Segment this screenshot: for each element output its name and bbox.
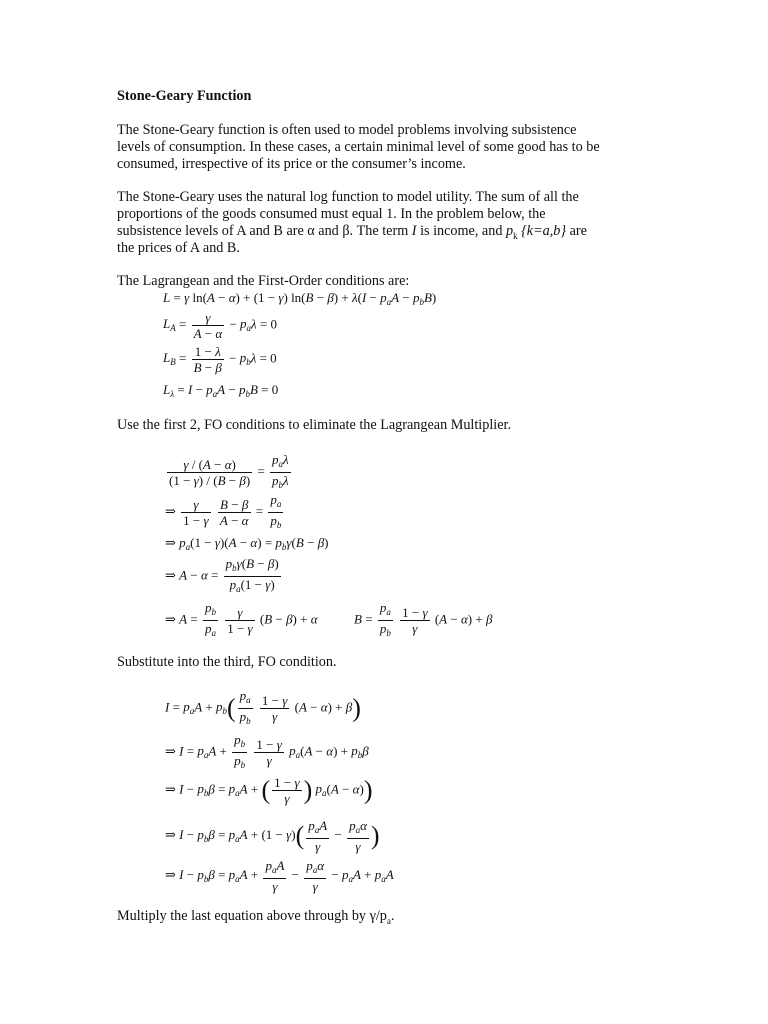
subst-eq4: ⇒ $I - p_b\beta = p_aA + (1 - \gamma)$( $\frac{p_aA}{\gamma}$ − $\frac{p_a\alpha}{\gamma}$ ) [165, 818, 380, 854]
para2-line1: The Stone-Geary uses the natural log function to model utility. The sum of all the [117, 189, 579, 205]
subst-eq5: ⇒ $I - p_b\beta = p_aA$ + $\frac{p_aA}{\gamma}$ − $\frac{p_a\alpha}{\gamma}$ − $p_aA + p_aA$ [165, 858, 394, 894]
foc-llambda: $L_\lambda = I - p_aA - p_bB = 0$ [163, 382, 279, 399]
para2-line3-text-c: are [566, 223, 587, 239]
para1-line1: The Stone-Geary function is often used to model problems involving subsistence [117, 122, 577, 138]
para6-end: . [390, 908, 395, 924]
foc-lb: $L_B$ = $\frac{1 - \lambda}{B - \beta}$ − $p_b\lambda = 0$ [163, 344, 277, 375]
elim-eq2: ⇒ $\frac{\gamma}{1 - \gamma}$ $\frac{B - \beta}{A - \alpha}$ = $\frac{p_a}{p_b}$ [165, 492, 282, 530]
lagrangean-equation: L = γ ln(A − α) + (1 − γ) $\ln(B - \beta) + \lambda(I - p_aA - p_bB)$ [163, 290, 437, 307]
para6-subscript: a [386, 915, 391, 926]
para3: The Lagrangean and the First-Order conditions are: [117, 273, 410, 289]
para2-line4: the prices of A and B. [117, 240, 240, 256]
para2-line2: proportions of the goods consumed must equal 1. In the problem below, the [117, 206, 546, 222]
para1-line3: consumed, irrespective of its price or the consumer’s income. [117, 156, 466, 172]
k-set: {k=a,b} [521, 223, 567, 239]
subst-eq3: ⇒ $I - p_b\beta = p_aA$ + ( $\frac{1 - \gamma}{\gamma}$ ) $p_a(A - \alpha)$) [165, 775, 373, 806]
para2-line3-text-b: is income, and [416, 223, 506, 239]
para1-line2: levels of consumption. In these cases, a certain minimal level of some good has to be [117, 139, 600, 155]
para4: Use the first 2, FO conditions to eliminate the Lagrangean Multiplier. [117, 417, 512, 433]
subst-eq2: ⇒ $I = p_aA$ + $\frac{p_b}{p_b}$ $\frac{1 - \gamma}{\gamma}$ $p_a(A - \alpha) + p_b\beta$ [165, 732, 369, 770]
foc-la: $L_A$ = $\frac{\gamma}{A - \alpha}$ − $p_a\lambda = 0$ [163, 310, 278, 341]
para6 [117, 908, 394, 930]
elim-eq4: ⇒ A − α = $\frac{p_b\gamma(B - \beta)}{p_a(1 - \gamma)}$ [165, 556, 279, 594]
elim-eq5: ⇒ A = $\frac{p_b}{p_a}$ $\frac{\gamma}{1 - \gamma}$ (B − β) + α B = $\frac{p_a}{p_b}$ $\frac{1 - \gamma}{\gamma}$ (A − α) + β [165, 600, 493, 638]
elim-eq1: $\frac{\gamma / (A - \alpha)}{(1 - \gamma) / (B - \beta)}$ = $\frac{p_a\lambda}{p_b\lambda}$ [169, 452, 289, 490]
price-symbol: p [505, 223, 514, 239]
elim-eq3: ⇒ $p_a(1 - \gamma)(A - \alpha) = p_b\gamma(B - \beta)$ [165, 535, 329, 552]
income-symbol: I [411, 223, 417, 239]
subst-eq1: $I = p_aA + p_b$( $\frac{p_a}{p_b}$ $\frac{1 - \gamma}{\gamma}$ (A − α) + β) [165, 688, 361, 726]
page-title: Stone-Geary Function [117, 88, 252, 104]
para6-text: Multiply the last equation above through by γ/p [117, 908, 387, 924]
para5: Substitute into the third, FO condition. [117, 654, 337, 670]
para2-line3-text-a: subsistence levels of A and B are α and β. The term [117, 223, 412, 239]
price-subscript: k [513, 230, 518, 241]
